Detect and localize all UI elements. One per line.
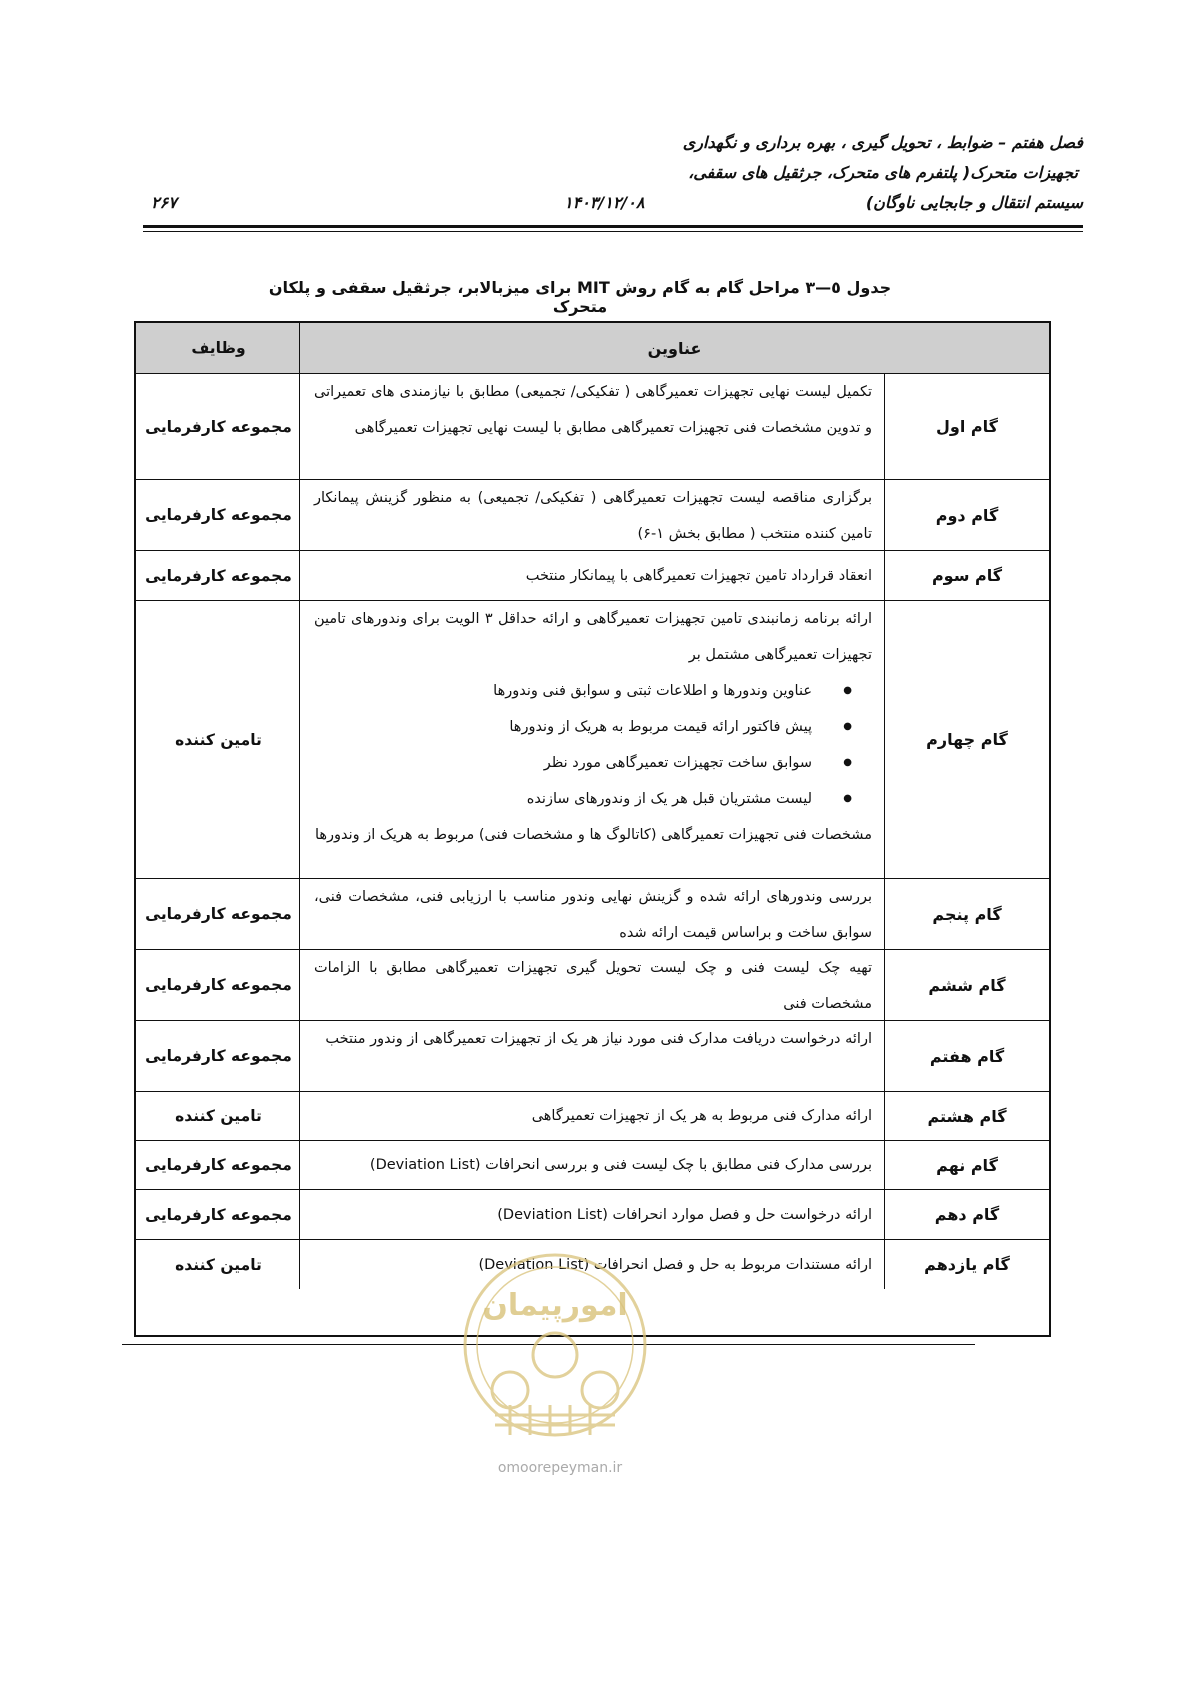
step-role: مجموعه کارفرمایی (145, 417, 292, 436)
step-role: مجموعه کارفرمایی (145, 506, 292, 524)
table-row (136, 1189, 1049, 1239)
step-role: مجموعه کارفرمایی (145, 905, 292, 923)
step-role: مجموعه کارفرمایی (145, 1047, 292, 1065)
step-role: تامین کننده (175, 1107, 262, 1125)
table-row (136, 1140, 1049, 1189)
watermark-site: omoorepeyman.ir (497, 1460, 623, 1476)
step-role: مجموعه کارفرمایی (145, 1205, 292, 1224)
watermark-logo (455, 1240, 655, 1450)
header-roles: وظایف (191, 339, 246, 357)
step-role: تامین کننده (175, 1255, 262, 1274)
chapter-title: فصل هفتم – ضوابط ، تحویل گیری ، بهره برداری و نگهداری (682, 133, 1083, 152)
step-description: تکمیل لیست نهایی تجهیزات تعمیرگاهی ( تفکیکی/ تجمیعی) مطابق با نیازمندی های تعمیراتی و تدوین مشخصات فنی تجهیزات تعمیرگاهی مطابق با لیست نهایی تجهیزات تعمیرگاهی (299, 374, 884, 479)
step-role: مجموعه کارفرمایی (145, 1156, 292, 1174)
step-description-outro: مشخصات فنی تجهیزات تعمیرگاهی (کاتالوگ ها و مشخصات فنی) مربوط به هریک از وندورها (314, 827, 872, 843)
table-header-row (136, 323, 1049, 373)
chapter-subtitle-2: سیستم انتقال و جابجایی ناوگان) (865, 193, 1083, 212)
table-row (136, 600, 1049, 878)
step-label: گام یازدهم (884, 1240, 1049, 1289)
header-titles: عناوین (299, 323, 1049, 373)
step-description: تهیه چک لیست فنی و چک لیست تحویل گیری تجهیزات تعمیرگاهی مطابق با الزامات مشخصات فنی (299, 950, 884, 1020)
header-rule-thin (143, 231, 1083, 232)
step-label: گام هشتم (884, 1092, 1049, 1140)
header-date: ۱۴۰۳/۱۲/۰۸ (564, 193, 645, 212)
page-number: ۲۶۷ (151, 193, 177, 212)
step-description: بررسی مدارک فنی مطابق با چک لیست فنی و بررسی انحرافات (Deviation List) (299, 1141, 884, 1189)
step-label: گام دهم (884, 1190, 1049, 1239)
step-role: تامین کننده (175, 730, 262, 749)
bullet-item: ● سوابق ساخت تجهیزات تعمیرگاهی مورد نظر (314, 745, 852, 781)
step-description: ارائه مستندات مربوط به حل و فصل انحرافات (Deviation List) (299, 1240, 884, 1289)
bullet-list (314, 673, 872, 817)
bullet-item: ● لیست مشتریان قبل هر یک از وندورهای سازنده (314, 781, 852, 817)
table-row (136, 1020, 1049, 1091)
chapter-subtitle: تجهیزات متحرک( پلتفرم های متحرک، جرثقیل های سقفی، (688, 163, 1078, 182)
step-role: مجموعه کارفرمایی (145, 566, 292, 585)
step-label: گام نهم (884, 1141, 1049, 1189)
step-label: گام چهارم (884, 601, 1049, 878)
bullet-item: ● پیش فاکتور ارائه قیمت مربوط به هریک از وندورها (314, 709, 852, 745)
table-row (136, 550, 1049, 600)
step-description: انعقاد قرارداد تامین تجهیزات تعمیرگاهی با پیمانکار منتخب (299, 551, 884, 600)
step-description: ارائه درخواست حل و فصل موارد انحرافات (Deviation List) (299, 1190, 884, 1239)
step-description-intro: ارائه برنامه زمانبندی تامین تجهیزات تعمیرگاهی و ارائه حداقل ۳ الویت برای وندورهای تامین تجهیزات تعمیرگاهی مشتمل بر (314, 611, 872, 663)
step-description: برگزاری مناقصه لیست تجهیزات تعمیرگاهی ( تفکیکی/ تجمیعی) به منظور گزینش پیمانکار تامین کننده منتخب ( مطابق بخش ۱-۶) (299, 480, 884, 550)
table-row (136, 949, 1049, 1020)
table-row (136, 373, 1049, 479)
step-description: ارائه مدارک فنی مربوط به هر یک از تجهیزات تعمیرگاهی (299, 1092, 884, 1140)
bullet-item: ● عناوین وندورها و اطلاعات ثبتی و سوابق فنی وندورها (314, 673, 852, 709)
header-rule-thick (143, 225, 1083, 228)
table-caption: جدول ٥—٣ مراحل گام به گام روش MIT برای میزبالابر، جرثقیل سقفی و پلکان متحرک (268, 278, 892, 316)
watermark-brand: امورپیمان (482, 1288, 628, 1323)
step-role: مجموعه کارفرمایی (145, 976, 292, 994)
step-description: بررسی وندورهای ارائه شده و گزینش نهایی وندور مناسب با ارزیابی فنی، مشخصات فنی، سوابق ساخت و براساس قیمت ارائه شده (299, 879, 884, 949)
page-header (143, 126, 1083, 236)
step-description (299, 601, 884, 878)
step-label: گام ششم (884, 950, 1049, 1020)
table-row (136, 479, 1049, 550)
step-label: گام سوم (884, 551, 1049, 600)
table-row (136, 1091, 1049, 1140)
steps-table (134, 321, 1051, 1337)
scales-gear-logo-icon (455, 1240, 655, 1450)
step-label: گام دوم (884, 480, 1049, 550)
step-description: ارائه درخواست دریافت مدارک فنی مورد نیاز هر یک از تجهیزات تعمیرگاهی از وندور منتخب (299, 1021, 884, 1091)
table-row (136, 878, 1049, 949)
step-label: گام پنجم (884, 879, 1049, 949)
step-label: گام هفتم (884, 1021, 1049, 1091)
step-label: گام اول (884, 374, 1049, 479)
